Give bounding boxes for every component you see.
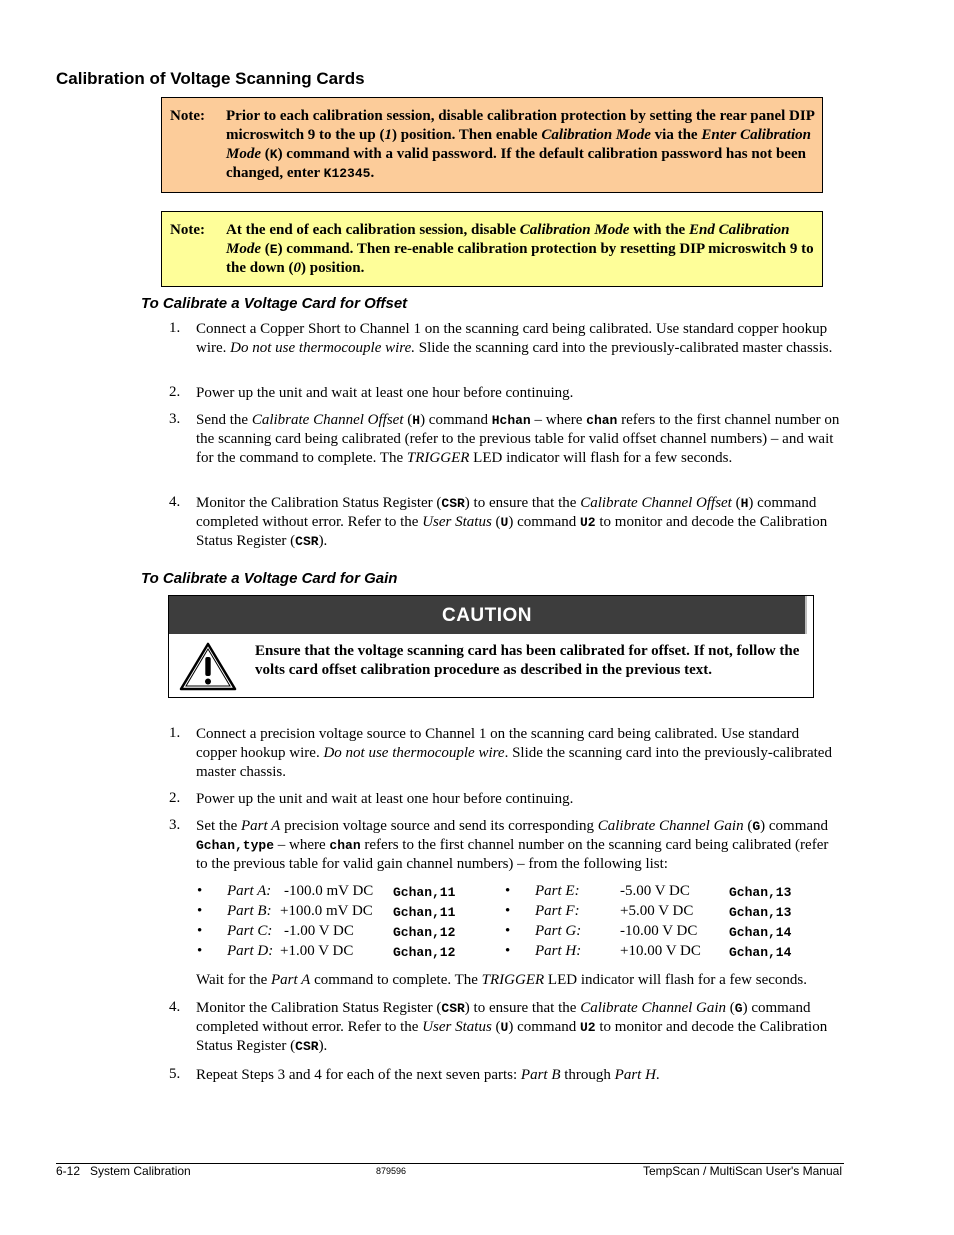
offset-step-4: Monitor the Calibration Status Register (CSR) to ensure that the Calibrate Channel Offset (H) command completed without error. Refer to the User Status (U) command U2 to monitor and decode the Calibration Status Register (CSR).	[196, 495, 828, 549]
step-number: 2.	[169, 790, 181, 806]
step-number: 1.	[169, 320, 181, 336]
bullet-icon: •	[197, 943, 203, 959]
gain-heading: To Calibrate a Voltage Card for Gain	[141, 570, 398, 587]
offset-step-2: Power up the unit and wait at least one hour before continuing.	[196, 385, 574, 401]
gain-step-3: Set the Part A precision voltage source and send its corresponding Calibrate Channel Gain (G) command Gchan,type – where chan refers to the first channel number on the scanning card being calibrated (refer to the previous table for valid gain channel numbers) – from the following list:	[196, 818, 829, 872]
part-list-item: • Part C: -1.00 V DC Gchan,12	[197, 923, 456, 940]
caution-text: Ensure that the voltage scanning card has been calibrated for offset. If not, follow the volts card offset calibration procedure as described in the previous text.	[255, 643, 800, 678]
bullet-icon: •	[505, 943, 511, 959]
note-label: Note:	[170, 108, 205, 124]
part-list-item: • Part D: +1.00 V DC Gchan,12	[197, 943, 456, 960]
step-number: 4.	[169, 999, 181, 1015]
footer-page-label: 6-12 System Calibration	[56, 1164, 191, 1178]
part-list-item: • Part E: -5.00 V DC Gchan,13	[505, 883, 792, 900]
offset-heading: To Calibrate a Voltage Card for Offset	[141, 295, 408, 312]
bullet-icon: •	[505, 883, 511, 899]
gain-step-5: Repeat Steps 3 and 4 for each of the next seven parts: Part B through Part H.	[196, 1067, 660, 1083]
note-label: Note:	[170, 222, 205, 238]
bullet-icon: •	[505, 923, 511, 939]
warning-triangle-icon	[179, 642, 237, 692]
step-number: 5.	[169, 1066, 181, 1082]
part-list-item: • Part F: +5.00 V DC Gchan,13	[505, 903, 792, 920]
gain-step-4: Monitor the Calibration Status Register (CSR) to ensure that the Calibrate Channel Gain (G) command completed without error. Refer to the User Status (U) command U2 to monitor and decode the Calibration Status Register (CSR).	[196, 1000, 828, 1054]
gain-step-2: Power up the unit and wait at least one hour before continuing.	[196, 791, 574, 807]
bullet-icon: •	[197, 923, 203, 939]
section-title: Calibration of Voltage Scanning Cards	[56, 69, 365, 88]
part-list-item: • Part B: +100.0 mV DC Gchan,11	[197, 903, 456, 920]
footer-doc-number: 879596	[376, 1166, 407, 1176]
bullet-icon: •	[197, 903, 203, 919]
bullet-icon: •	[197, 883, 203, 899]
step-number: 3.	[169, 817, 181, 833]
part-list-item: • Part H: +10.00 V DC Gchan,14	[505, 943, 792, 960]
part-list-item: • Part A: -100.0 mV DC Gchan,11	[197, 883, 456, 900]
bullet-icon: •	[505, 903, 511, 919]
note-end-calibration	[161, 211, 823, 287]
offset-step-1: Connect a Copper Short to Channel 1 on the scanning card being calibrated. Use standard copper hookup wire. Do not use thermocouple wire. Slide the scanning card into the previously-calibrated master chassis.	[196, 321, 833, 356]
step-number: 2.	[169, 384, 181, 400]
offset-step-3: Send the Calibrate Channel Offset (H) command Hchan – where chan refers to the first channel number on the scanning card being calibrated (refer to the previous table for valid offset channel numbers) – and wait for the command to complete. The TRIGGER LED indicator will flash for a few seconds.	[196, 412, 840, 466]
part-list-item: • Part G: -10.00 V DC Gchan,14	[505, 923, 792, 940]
note-calibration-protection	[161, 97, 823, 193]
step-number: 3.	[169, 411, 181, 427]
footer-manual-title: TempScan / MultiScan User's Manual	[642, 1164, 842, 1178]
step-number: 4.	[169, 494, 181, 510]
gain-wait-text: Wait for the Part A command to complete. The TRIGGER LED indicator will flash for a few seconds.	[196, 972, 808, 988]
note-text: Prior to each calibration session, disable calibration protection by setting the rear panel DIP microswitch 9 to the up (1) position. Then enable Calibration Mode via the Enter Calibration Mode (K) command with a valid password. If the default calibration password has not been changed, enter K12345.	[226, 108, 815, 181]
note-text: At the end of each calibration session, disable Calibration Mode with the End Calibration Mode (E) command. Then re-enable calibration protection by resetting DIP microswitch 9 to the down (0) position.	[226, 222, 814, 276]
gain-step-1: Connect a precision voltage source to Channel 1 on the scanning card being calibrated. Use standard copper hookup wire. Do not use thermocouple wire. Slide the scanning card into the previously-calibrated master chassis.	[196, 726, 832, 780]
caution-title: CAUTION	[169, 596, 807, 634]
step-number: 1.	[169, 725, 181, 741]
caution-box	[168, 595, 814, 698]
